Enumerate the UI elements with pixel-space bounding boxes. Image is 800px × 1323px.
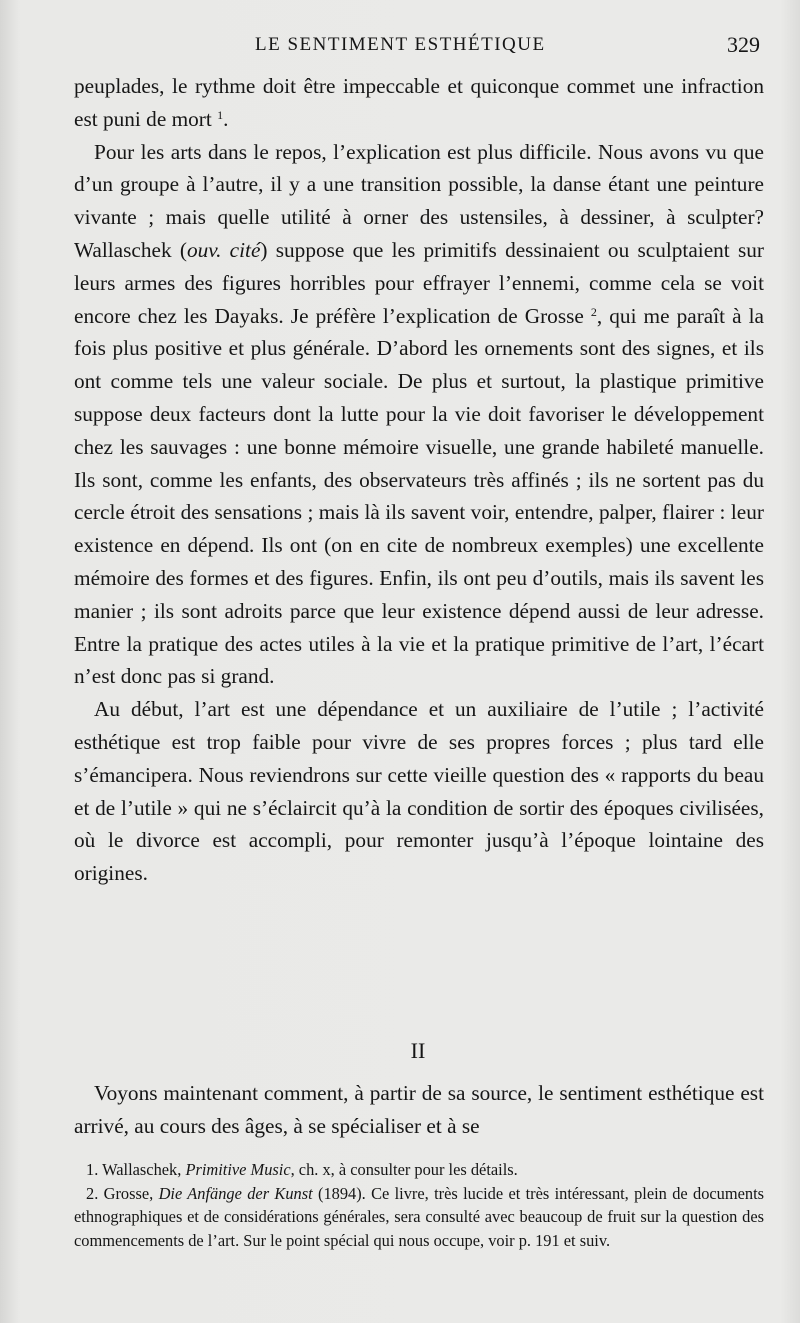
paragraph-2 [74, 136, 764, 694]
italic-ouv-cite: ouv. cité [186, 237, 261, 262]
section-number: II [410, 1038, 426, 1063]
paragraph-1-text: peuplades, le rythme doit être impeccable et quiconque commet une infraction est puni de mort [74, 74, 764, 131]
footnote-2-title: Die Anfänge der Kunst [158, 1183, 313, 1203]
page-header [0, 34, 800, 64]
footnote-2-text-a: Grosse, [103, 1183, 159, 1203]
paragraph-3: Au début, l’art est une dépendance et un auxiliaire de l’utile ; l’activité esthétique est trop faible pour vivre de ses propres forces ; plus tard elle s’émancipera. Nous reviendrons sur cette vieille question des « rapports du beau et de l’utile » qui ne s’éclaircit qu’à la condition de sortir des époques civilisées, où le divorce est accompli, pour remonter jusqu’à l’époque lointaine des origines. [74, 697, 764, 886]
footnote-2-number: 2. [86, 1183, 104, 1203]
paragraph-1-end: . [223, 106, 229, 131]
paragraph-2-text-b: ) suppose que les primitifs dessinaient ou sculptaient sur leurs armes des figures horribles pour effrayer l’ennemi, comme cela se voit encore chez les Dayaks. Je préfère l’explication de Grosse [74, 237, 764, 328]
footnote-1 [74, 1158, 764, 1182]
paragraph-2-text-a: Pour les arts dans le repos, l’explication est plus difficile. Nous avons vu que d’un groupe à l’autre, il y a une transition possible, la danse étant une peinture vivante ; mais quelle utilité à orner des ustensiles, à dessiner, à sculpter? Wallaschek ( [74, 139, 764, 262]
section-paragraph: Voyons maintenant comment, à partir de sa source, le sentiment esthétique est arrivé, au cours des âges, à se spécialiser et à se [74, 1081, 764, 1138]
paragraph-2-text-c: , qui me paraît à la fois plus positive et plus générale. D’abord les ornements sont des signes, et ils ont comme tels une valeur sociale. De plus et surtout, la plastique primitive suppose deux facteurs dont la lutte pour la vie doit favoriser le développement chez les sauvages : une bonne mémoire visuelle, une grande habileté manuelle. Ils sont, comme les enfants, des observateurs très affinés ; ils ne sortent pas du cercle étroit des sensations ; mais là ils savent voir, entendre, palper, flairer : leur existence en dépend. Ils ont (on en cite de nombreux exemples) une excellente mémoire des formes et des figures. Enfin, ils ont peu d’outils, mais ils savent les manier ; ils sont adroits parce que leur existence dépend aussi de leur adresse. Entre la pratique des actes utiles à la vie et la pratique primitive de l’art, l’écart n’est donc pas si grand. [74, 303, 764, 689]
footnote-1-title: Primitive Music [185, 1160, 291, 1179]
footnote-2 [74, 1182, 764, 1253]
paragraph-1 [74, 70, 764, 136]
page-number: 329 [727, 32, 760, 57]
footnote-1-text-b: , ch. x, à consulter pour les détails. [290, 1160, 518, 1179]
footnote-2-text-b: (1894). Ce livre, très lucide et très intéressant, plein de documents ethnographiques et de considérations générales, sera consulté avec beaucoup de fruit sur la question des commencements de l’art. Sur le point spécial qui nous occupe, voir p. 191 et suiv. [74, 1183, 765, 1250]
footnote-ref-2[interactable]: 2 [590, 304, 597, 319]
section-text [74, 1077, 764, 1143]
footnotes [74, 1158, 764, 1252]
running-title: LE SENTIMENT ESTHÉTIQUE [255, 34, 546, 55]
footnote-ref-1[interactable]: 1 [217, 107, 224, 122]
footnote-1-number: 1. [86, 1160, 103, 1179]
footnote-1-text-a: Wallaschek, [102, 1160, 186, 1179]
main-text [74, 70, 764, 890]
